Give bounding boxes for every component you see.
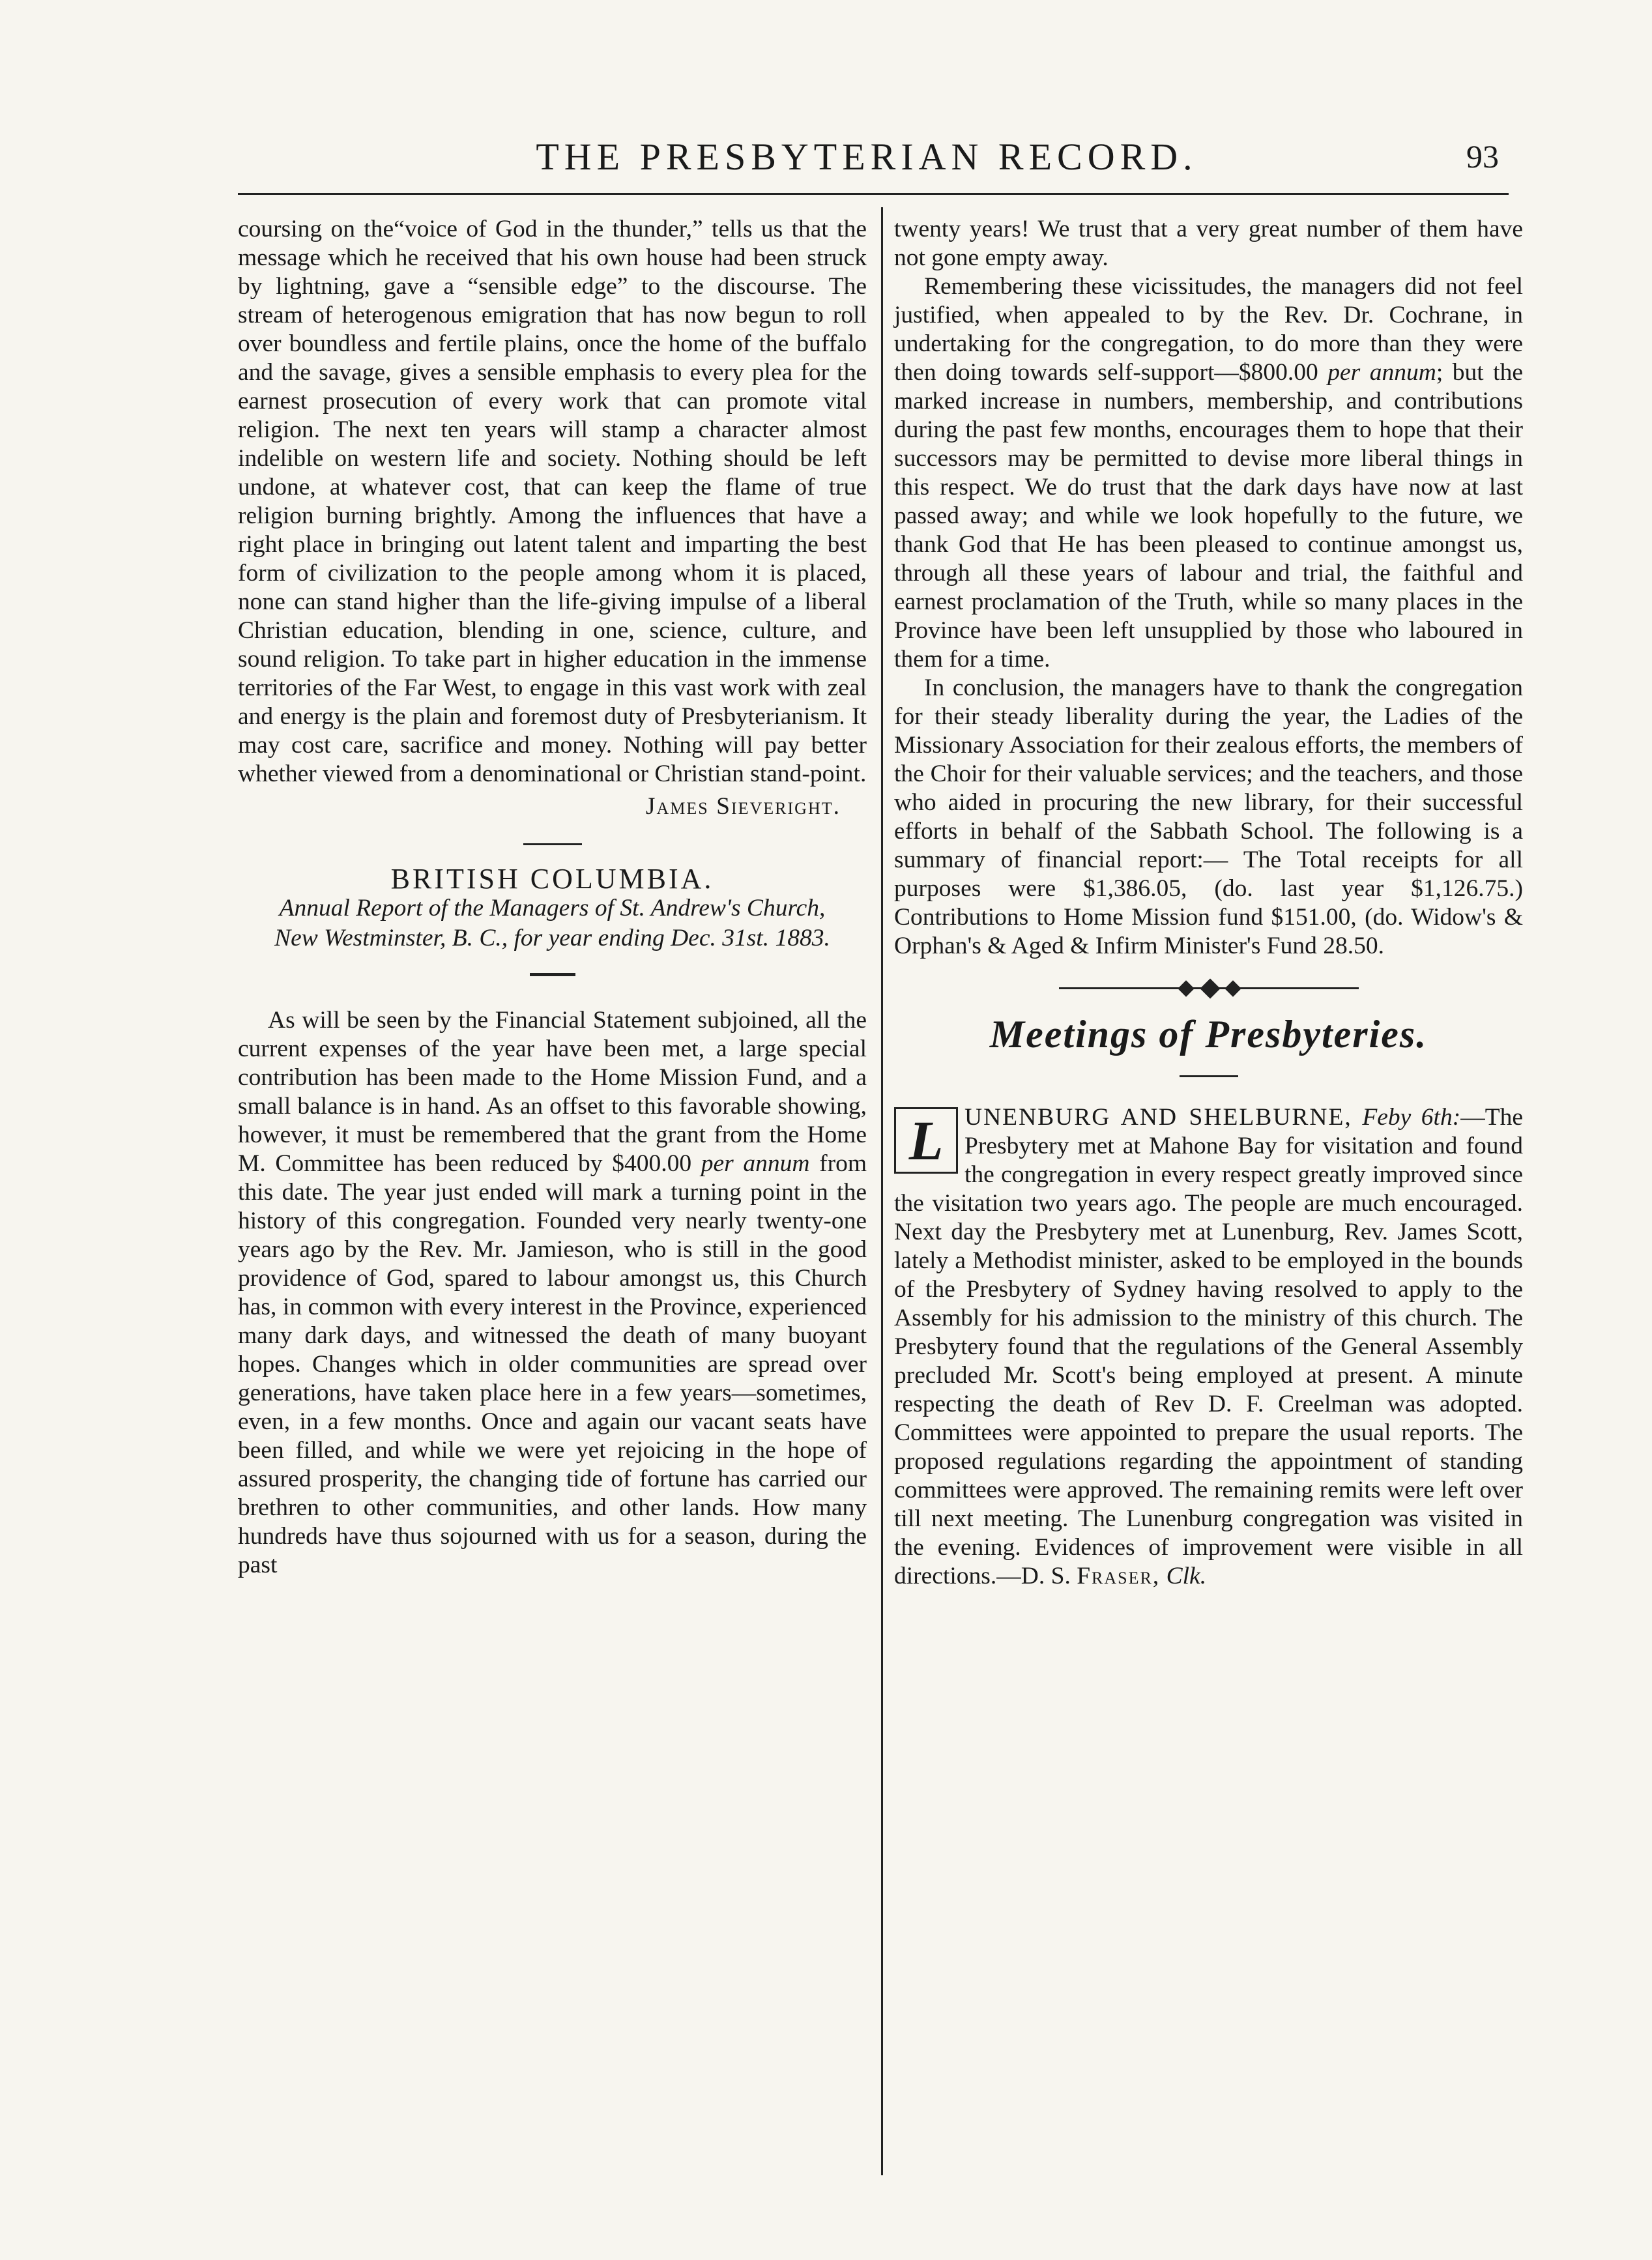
report-paragraph: [238, 1006, 867, 1580]
meeting-signature-role: Clk.: [1166, 1563, 1207, 1589]
report-text-italic: per annum: [701, 1150, 810, 1177]
meeting-signature: Fraser,: [1077, 1563, 1161, 1589]
ornament-dash: [530, 973, 575, 976]
signature-sieveright: James Sieveright.: [645, 793, 841, 820]
report-text-b: from this date. The year just ended will mark a turning point in the history of this congregation. Founded very nearly twenty-one years ago by the Rev. Mr. Jamieson, who is still in the good providence of God, spared to labour amongst us, this Church has, in common with every interest in the Province, experienced many dark days, and witnessed the death of many buoyant hopes. Changes which in older communities are spread over generations, have taken place here in a few years—sometimes, even, in a few months. Once and again our vacant seats have been filled, and while we were yet rejoicing in the hope of assured prosperity, the changing tide of fortune has carried our brethren to other communities, and other lands. How many hundreds have thus sojourned with us for a season, during the past: [238, 1150, 867, 1578]
left-column: [238, 215, 867, 1580]
meeting-heading: UNENBURG AND SHELBURNE,: [964, 1104, 1352, 1131]
right-column: [894, 215, 1523, 1591]
remembering-text-a: Remembering these vicissitudes, the managers did not feel justified, when appealed to by the Rev. Dr. Cochrane, in undertaking for the congregation, to do more than they were then doing towards self-support—$800.00: [894, 273, 1523, 386]
right-paragraph-conclusion: In conclusion, the managers have to thank the congregation for their steady liberality during the year, the Ladies of the Missionary Association for their zealous efforts, the members of the Choir for their valuable services; and the teachers, and those who aided in procuring the new library, for their successful efforts in behalf of the Sabbath School. The following is a summary of financial report:— The Total receipts for all purposes were $1,386.05, (do. last year $1,126.75.) Contributions to Home Mission fund $151.00, (do. Widow's & Orphan's & Aged & Infirm Minister's Fund 28.50.: [894, 674, 1523, 959]
section-title-british-columbia: BRITISH COLUMBIA.: [390, 863, 714, 895]
report-subtitle: Annual Report of the Managers of St. Andrew's Church, New Westminster, B. C., for year ending Dec. 31st. 1883.: [274, 895, 830, 951]
column-divider: [881, 207, 883, 2175]
right-paragraph-continuation: twenty years! We trust that a very great number of them have not gone empty away.: [894, 216, 1523, 271]
meeting-date: Feby 6th:: [1362, 1104, 1461, 1131]
running-head-title: THE PRESBYTERIAN RECORD.: [536, 135, 1198, 178]
page-number: 93: [1466, 138, 1499, 175]
section-separator-rule: [523, 843, 582, 845]
flourish-dot-center: [1200, 978, 1220, 998]
flourish-dot-right: [1225, 980, 1241, 996]
header-rule: [238, 193, 1509, 195]
drop-cap-letter: L: [894, 1107, 958, 1174]
section-separator-rule-right: [1180, 1075, 1238, 1077]
flourish-rule: [1059, 980, 1359, 996]
left-paragraph-continuation: coursing on the“voice of God in the thunder,” tells us that the message which he received that his own house had been struck by lightning, gave a “sensible edge” to the discourse. The stream of heterogenous emigration that has now begun to roll over boundless and fertile plains, once the home of the buffalo and the savage, gives a sensible emphasis to every plea for the earnest prosecution of every work that can promote vital religion. The next ten years will stamp a character almost indelible on western life and society. Nothing should be left undone, at whatever cost, that can keep the flame of true religion burning brightly. Among the influences that have a right place in bringing out latent talent and imparting the best form of civilization to the people among whom it is placed, none can stand higher than the life-giving impulse of a liberal Christian education, blending in one, science, culture, and sound religion. To take part in higher education in the immense territories of the Far West, to engage in this vast work with zeal and energy is the plain and foremost duty of Presbyterianism. It may cost care, sacrifice and money. Nothing will pay better whether viewed from a denominational or Christian stand-point.: [238, 216, 867, 787]
remembering-text-italic: per annum: [1327, 359, 1436, 386]
flourish-dot-left: [1178, 980, 1194, 996]
report-text-a: As will be seen by the Financial Statement subjoined, all the current expenses of the year have been met, a large special contribution has been made to the Home Mission Fund, and a small balance is in hand. As an offset to this favorable showing, however, it must be remembered that the grant from the Home M. Committee has been reduced by $400.00: [238, 1007, 867, 1177]
meeting-report: [894, 1103, 1523, 1591]
meeting-body: —The Presbytery met at Mahone Bay for visitation and found the congregation in every respect greatly improved since the visitation two years ago. The people are much encouraged. Next day the Presbytery met at Lunenburg, Rev. James Scott, lately a Methodist minister, asked to be employed in the bounds of the Presbytery of Sydney having resolved to apply to the Assembly for his admission to the ministry of this church. The Presbytery found that the regulations of the General Assembly precluded Mr. Scott's being employed at present. A minute respecting the death of Rev D. F. Creelman was adopted. Committees were appointed to prepare the usual reports. The proposed regulations regarding the appointment of standing committees were approved. The remaining remits were left over till next meeting. The Lunenburg congregation was visited in the evening. Evidences of improvement were visible in all directions.—D. S.: [894, 1104, 1523, 1589]
remembering-text-b: ; but the marked increase in numbers, membership, and contributions during the past few months, encourages them to hope that their successors may be permitted to devise more liberal things in this respect. We do trust that the dark days have now at last passed away; and while we look hopefully to the future, we thank God that He has been pleased to continue amongst us, through all these years of labour and trial, the faithful and earnest proclamation of the Truth, while so many places in the Province have been left unsupplied by those who laboured in them for a time.: [894, 359, 1523, 673]
section-title-meetings: Meetings of Presbyteries.: [989, 1013, 1428, 1056]
right-paragraph-remembering: [894, 272, 1523, 674]
